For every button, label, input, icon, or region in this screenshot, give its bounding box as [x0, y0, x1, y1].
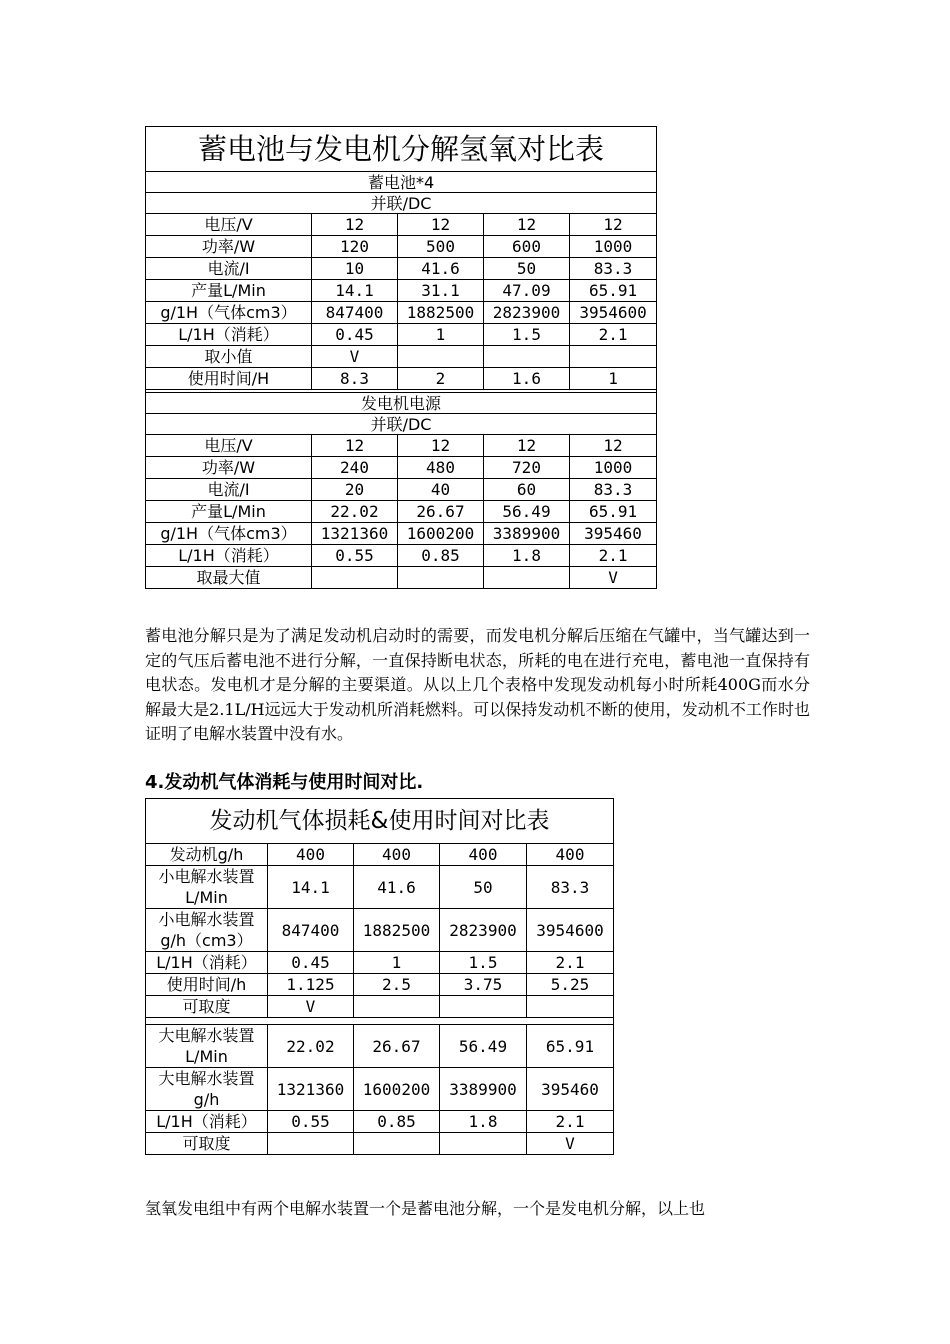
table-cell	[484, 346, 570, 368]
table-cell: 0.55	[268, 1111, 354, 1133]
table-cell: 1321360	[312, 523, 398, 545]
table-cell: 0.45	[312, 324, 398, 346]
table-cell: 3954600	[570, 302, 657, 324]
table-cell: 1600200	[354, 1068, 440, 1111]
table-row	[146, 368, 657, 390]
section-name: 蓄电池*4	[146, 172, 657, 193]
table-cell: 0.85	[398, 545, 484, 567]
table-cell: 1000	[570, 457, 657, 479]
table-row	[146, 996, 614, 1018]
table-cell: 65.91	[570, 501, 657, 523]
table-cell: 40	[398, 479, 484, 501]
table-row	[146, 1111, 614, 1133]
table-cell	[440, 1133, 527, 1155]
row-label: 电压/V	[146, 214, 312, 236]
table-cell: 2.1	[570, 324, 657, 346]
table-row	[146, 1025, 614, 1068]
table-title: 蓄电池与发电机分解氢氧对比表	[146, 127, 657, 172]
table-cell: 12	[484, 214, 570, 236]
table-cell: 2.5	[354, 974, 440, 996]
row-label: 产量L/Min	[146, 280, 312, 302]
table-cell: 1882500	[354, 909, 440, 952]
table-cell: 600	[484, 236, 570, 258]
table-cell: 1.8	[484, 545, 570, 567]
table-cell: 720	[484, 457, 570, 479]
table-cell	[354, 1133, 440, 1155]
table-title: 发动机气体损耗&使用时间对比表	[146, 799, 614, 844]
table-cell: 0.85	[354, 1111, 440, 1133]
table-row	[146, 974, 614, 996]
table-cell: 26.67	[398, 501, 484, 523]
table-cell: 26.67	[354, 1025, 440, 1068]
table-cell: 120	[312, 236, 398, 258]
table-cell: 20	[312, 479, 398, 501]
table-cell: 847400	[268, 909, 354, 952]
table-row	[146, 952, 614, 974]
row-label: 取最大值	[146, 567, 312, 589]
row-label: 小电解水装置 L/Min	[146, 866, 268, 909]
row-label: 功率/W	[146, 457, 312, 479]
table-row	[146, 302, 657, 324]
table-cell: 8.3	[312, 368, 398, 390]
table-cell: 56.49	[440, 1025, 527, 1068]
table-cell: 83.3	[570, 479, 657, 501]
table-row	[146, 1133, 614, 1155]
row-label: 可取度	[146, 1133, 268, 1155]
table-cell: 22.02	[312, 501, 398, 523]
row-label: L/1H（消耗）	[146, 324, 312, 346]
table-cell: V	[268, 996, 354, 1018]
row-label: 电压/V	[146, 435, 312, 457]
table-cell: 400	[354, 844, 440, 866]
row-label: 大电解水装置 g/h	[146, 1068, 268, 1111]
section-header: 发电机电源	[146, 393, 657, 414]
row-label: 使用时间/h	[146, 974, 268, 996]
row-label: 大电解水装置 L/Min	[146, 1025, 268, 1068]
table-cell: 22.02	[268, 1025, 354, 1068]
table-cell: 395460	[527, 1068, 614, 1111]
table-cell	[312, 567, 398, 589]
table-cell: 5.25	[527, 974, 614, 996]
row-label: g/1H（气体cm3）	[146, 302, 312, 324]
table-cell: 1882500	[398, 302, 484, 324]
table-row	[146, 258, 657, 280]
table-cell: 240	[312, 457, 398, 479]
row-label: 电流/I	[146, 258, 312, 280]
table-cell: 0.45	[268, 952, 354, 974]
table-cell: 14.1	[312, 280, 398, 302]
table-row	[146, 435, 657, 457]
table-cell: 2	[398, 368, 484, 390]
table-cell: 83.3	[570, 258, 657, 280]
row-label: 使用时间/H	[146, 368, 312, 390]
table-row	[146, 523, 657, 545]
row-label: L/1H（消耗）	[146, 545, 312, 567]
row-label: L/1H（消耗）	[146, 1111, 268, 1133]
table-cell: 1	[354, 952, 440, 974]
table-cell: 2.1	[570, 545, 657, 567]
table-cell: 50	[440, 866, 527, 909]
table-row	[146, 324, 657, 346]
table-cell: 60	[484, 479, 570, 501]
table-cell: 2.1	[527, 952, 614, 974]
table-cell: 56.49	[484, 501, 570, 523]
section-header: 并联/DC	[146, 414, 657, 435]
table-row	[146, 501, 657, 523]
paragraph: 氢氧发电组中有两个电解水装置一个是蓄电池分解，一个是发电机分解，以上也	[145, 1199, 706, 1218]
table-cell: 83.3	[527, 866, 614, 909]
table-cell: 1.8	[440, 1111, 527, 1133]
row-label: 产量L/Min	[146, 501, 312, 523]
table-cell: 847400	[312, 302, 398, 324]
table-cell: V	[527, 1133, 614, 1155]
table-cell	[398, 567, 484, 589]
table-cell	[527, 996, 614, 1018]
table-row	[146, 866, 614, 909]
table-cell	[440, 996, 527, 1018]
table-cell: 47.09	[484, 280, 570, 302]
table-cell: 1.5	[484, 324, 570, 346]
table-cell	[398, 346, 484, 368]
table-cell: 2823900	[440, 909, 527, 952]
table-row	[146, 844, 614, 866]
table-row	[146, 545, 657, 567]
table-cell: 1.6	[484, 368, 570, 390]
table-row	[146, 280, 657, 302]
table-row	[146, 236, 657, 258]
table-cell: 1321360	[268, 1068, 354, 1111]
row-label: g/1H（气体cm3）	[146, 523, 312, 545]
engine-consumption-table	[145, 798, 614, 1155]
table-cell: 12	[398, 214, 484, 236]
table-cell: 10	[312, 258, 398, 280]
table-cell: 12	[484, 435, 570, 457]
table-cell: 1	[398, 324, 484, 346]
row-label: 取小值	[146, 346, 312, 368]
table-cell: 41.6	[398, 258, 484, 280]
table-cell	[354, 996, 440, 1018]
table-cell: 400	[268, 844, 354, 866]
row-label: 小电解水装置 g/h（cm3）	[146, 909, 268, 952]
row-label: 功率/W	[146, 236, 312, 258]
row-label: L/1H（消耗）	[146, 952, 268, 974]
table-cell: 1.5	[440, 952, 527, 974]
table-cell: 65.91	[570, 280, 657, 302]
table-row	[146, 346, 657, 368]
table-cell	[484, 567, 570, 589]
table-cell: 12	[312, 435, 398, 457]
table-cell: V	[570, 567, 657, 589]
table-row	[146, 479, 657, 501]
row-label: 可取度	[146, 996, 268, 1018]
row-label: 发动机g/h	[146, 844, 268, 866]
row-label: 电流/I	[146, 479, 312, 501]
table-cell: 12	[312, 214, 398, 236]
table-cell: 395460	[570, 523, 657, 545]
paragraph: 蓄电池分解只是为了满足发动机启动时的需要，而发电机分解后压缩在气罐中，当气罐达到一定的气压后蓄电池不进行分解，一直保持断电状态，所耗的电在进行充电，蓄电池一直保持有电状态。发电机才是分解的主要渠道。从以上几个表格中发现发动机每小时所耗400G而水分解最大是2.1L/H远远大于发动机所消耗燃料。可以保持发动机不断的使用，发动机不工作时也证明了电解水装置中没有水。	[145, 626, 810, 743]
table-cell: 14.1	[268, 866, 354, 909]
table-cell	[570, 346, 657, 368]
table-row	[146, 1068, 614, 1111]
table-cell: 1000	[570, 236, 657, 258]
section-heading: 4.发动机气体消耗与使用时间对比.	[145, 772, 424, 793]
table-cell: 3954600	[527, 909, 614, 952]
table-cell: 65.91	[527, 1025, 614, 1068]
table-cell: V	[312, 346, 398, 368]
table-cell: 2823900	[484, 302, 570, 324]
table-row	[146, 909, 614, 952]
table-cell: 12	[398, 435, 484, 457]
table-cell: 3389900	[440, 1068, 527, 1111]
table-cell: 400	[440, 844, 527, 866]
table-cell: 1600200	[398, 523, 484, 545]
table-row	[146, 567, 657, 589]
battery-vs-generator-table	[145, 126, 657, 589]
table-cell: 50	[484, 258, 570, 280]
table-cell: 12	[570, 214, 657, 236]
table-row	[146, 457, 657, 479]
section-mode: 并联/DC	[146, 193, 657, 214]
table-cell: 1	[570, 368, 657, 390]
table-cell: 41.6	[354, 866, 440, 909]
table-cell: 500	[398, 236, 484, 258]
table-cell: 31.1	[398, 280, 484, 302]
table-cell: 3.75	[440, 974, 527, 996]
table-cell: 400	[527, 844, 614, 866]
table-cell: 1.125	[268, 974, 354, 996]
table-cell: 3389900	[484, 523, 570, 545]
table-cell: 0.55	[312, 545, 398, 567]
table-cell	[268, 1133, 354, 1155]
table-cell: 2.1	[527, 1111, 614, 1133]
row-separator	[146, 1018, 614, 1025]
table-cell: 12	[570, 435, 657, 457]
table-cell: 480	[398, 457, 484, 479]
table-row	[146, 214, 657, 236]
